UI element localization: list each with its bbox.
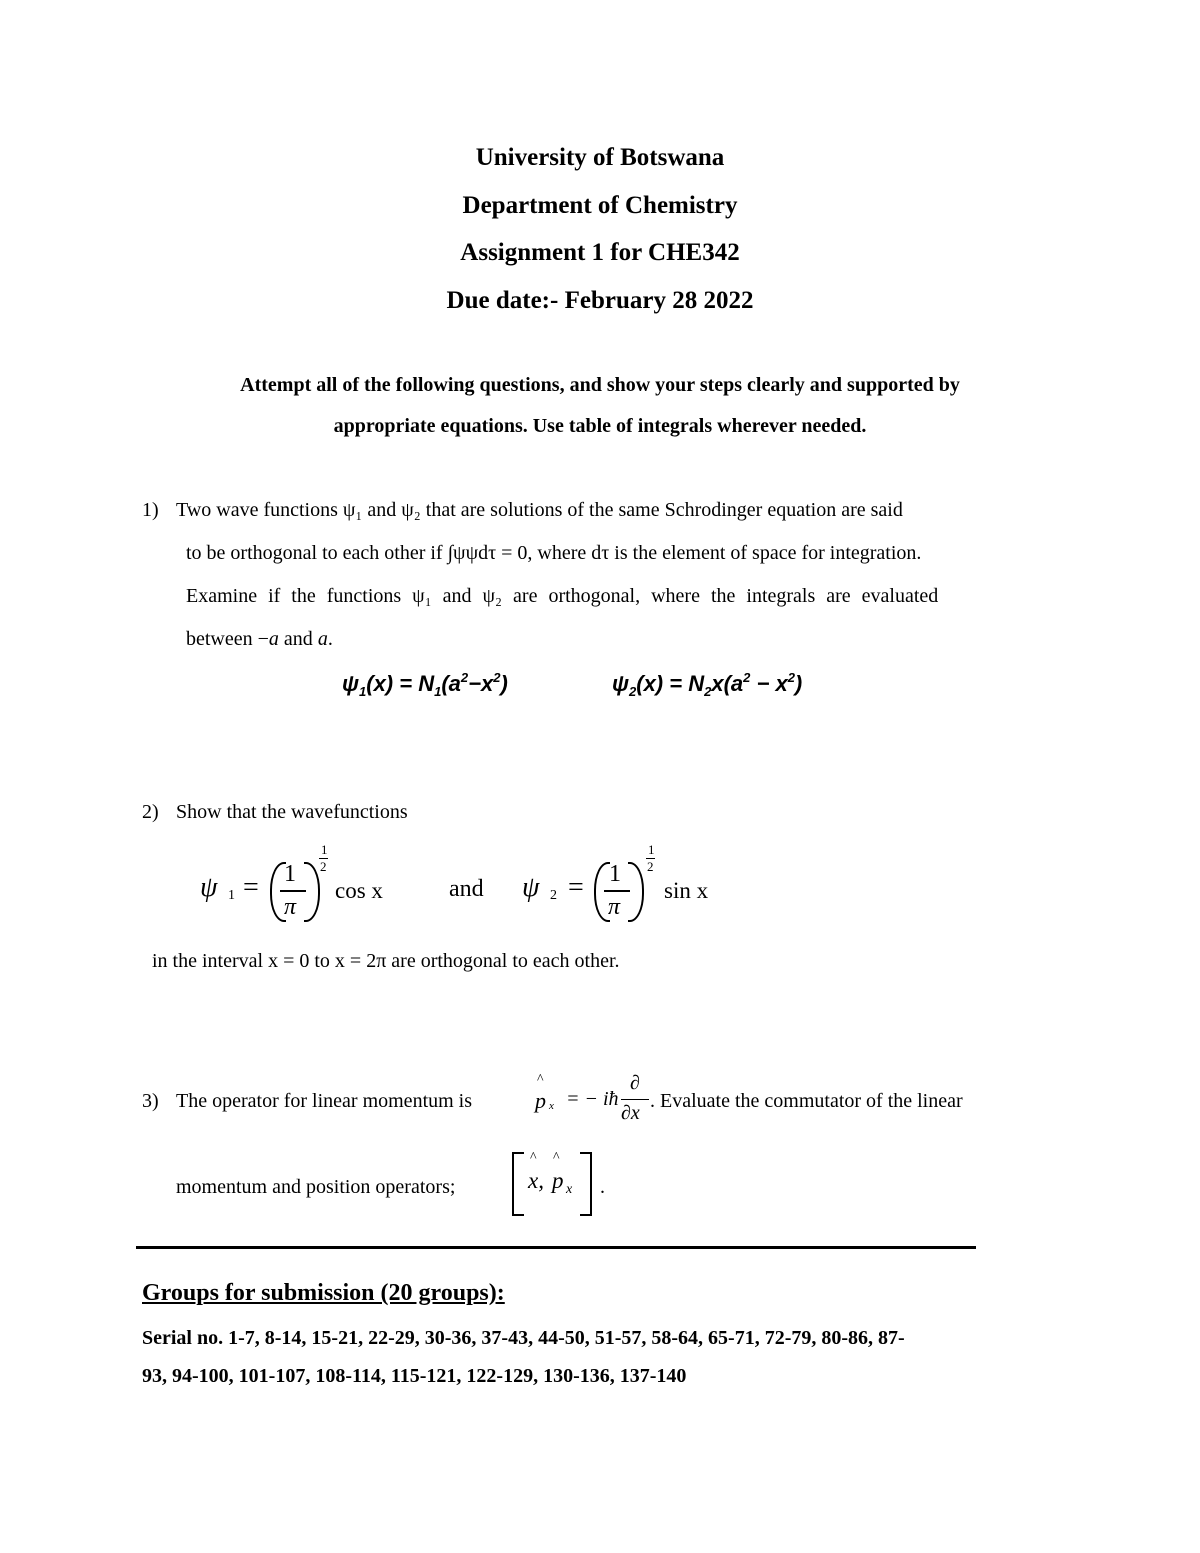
- frac-numerator: 1: [284, 861, 296, 887]
- frac-denominator: π: [284, 894, 297, 920]
- instructions-line-2: appropriate equations. Use table of integrals wherever needed.: [333, 415, 867, 437]
- right-paren: [628, 862, 644, 922]
- right-paren: [304, 862, 320, 922]
- period: .: [327, 628, 333, 650]
- question-1-number: 1): [142, 499, 159, 521]
- instructions-line-1: Attempt all of the following questions, and show your steps clearly and supported by: [240, 374, 960, 396]
- psi-symbol: ψ: [612, 671, 630, 696]
- exponent-numerator: 1: [648, 842, 655, 857]
- psi1-subscript: 1: [228, 888, 235, 903]
- psi2-subscript: 2: [550, 888, 557, 903]
- question-1-line-3: Examine if the functions ψ₁ and ψ₂ are orthogonal, where the integrals are evaluated: [186, 585, 939, 607]
- and-text: and: [278, 628, 318, 650]
- cos-term: cos x: [335, 878, 383, 903]
- exponent-numerator: 1: [321, 842, 328, 857]
- eq-text: (x) = N: [636, 671, 705, 696]
- eq-text: ): [500, 671, 508, 696]
- psi1-equals: =: [243, 872, 259, 903]
- assignment-title: Assignment 1 for CHE342: [460, 239, 740, 266]
- superscript: 2: [460, 670, 469, 685]
- psi2-equals: =: [568, 872, 584, 903]
- fraction-bar: [280, 890, 306, 892]
- question-2-line-2: in the interval x = 0 to x = 2π are orthogonal to each other.: [152, 950, 620, 972]
- frac-denominator: π: [608, 894, 621, 920]
- question-3-line-1-post: . Evaluate the commutator of the linear: [650, 1090, 963, 1112]
- question-2-number: 2): [142, 801, 159, 823]
- eq-text: x(a: [711, 671, 744, 696]
- psi2-symbol: ψ: [522, 872, 540, 903]
- eq-text: (x) = N: [366, 671, 435, 696]
- psi1-symbol: ψ: [200, 872, 218, 903]
- and-word: and: [449, 876, 484, 902]
- department-name: Department of Chemistry: [462, 192, 738, 219]
- partial-fraction-bar: [621, 1099, 649, 1100]
- x-hat-accent: ^: [530, 1150, 537, 1165]
- superscript: 2: [787, 670, 795, 685]
- p-hat-accent-2: ^: [553, 1150, 560, 1165]
- exponent-denominator: 2: [320, 859, 327, 874]
- between-text: between −: [186, 628, 269, 650]
- serial-line-1: Serial no. 1-7, 8-14, 15-21, 22-29, 30-36, 37-43, 44-50, 51-57, 58-64, 65-71, 72-79, 80-86, 87-: [142, 1327, 905, 1349]
- question-2-line-1: Show that the wavefunctions: [176, 801, 408, 823]
- subscript: 2: [629, 684, 637, 699]
- sin-term: sin x: [664, 878, 709, 903]
- subscript: 1: [434, 684, 442, 699]
- question-3-line-2-post: .: [600, 1176, 605, 1198]
- p-hat-accent: ^: [537, 1072, 544, 1087]
- equation-psi2: [612, 670, 802, 699]
- commutator-left-bracket: [512, 1152, 524, 1216]
- frac-numerator: 1: [609, 861, 621, 887]
- question-3-line-1-pre: The operator for linear momentum is: [176, 1090, 473, 1112]
- commutator-p-subscript: x: [566, 1182, 573, 1197]
- question-1-line-4: [186, 626, 333, 652]
- commutator-x: x,: [528, 1168, 544, 1193]
- university-name: University of Botswana: [475, 144, 725, 171]
- question-1-line-1: Two wave functions ψ₁ and ψ₂ that are solutions of the same Schrodinger equation are said: [176, 499, 903, 521]
- eq-text: (a: [441, 671, 461, 696]
- exponent-denominator: 2: [647, 859, 654, 874]
- operator-definition: = − iħ: [566, 1088, 619, 1110]
- groups-title: Groups for submission (20 groups):: [142, 1280, 505, 1306]
- commutator-right-bracket: [580, 1152, 592, 1216]
- superscript: 2: [493, 670, 501, 685]
- subscript: 2: [704, 684, 712, 699]
- partial-numerator: ∂: [630, 1072, 640, 1094]
- commutator-p: p: [552, 1168, 564, 1193]
- section-divider: [136, 1246, 976, 1249]
- psi-symbol: ψ: [342, 671, 360, 696]
- question-3-number: 3): [142, 1090, 159, 1112]
- partial-denominator: ∂x: [621, 1102, 640, 1124]
- eq-text: − x: [750, 671, 788, 696]
- question-3-line-2-pre: momentum and position operators;: [176, 1176, 456, 1198]
- lower-limit: a: [268, 628, 279, 650]
- due-date: Due date:- February 28 2022: [446, 287, 754, 314]
- momentum-operator-subscript: x: [549, 1100, 554, 1112]
- question-1-line-2: to be orthogonal to each other if ∫ψψdτ = 0, where dτ is the element of space for integration.: [186, 542, 922, 564]
- subscript: 1: [359, 684, 367, 699]
- equation-psi1: [342, 670, 508, 699]
- eq-text: ): [794, 671, 803, 696]
- upper-limit: a: [317, 628, 328, 650]
- fraction-bar: [604, 890, 630, 892]
- momentum-operator-p: p: [535, 1088, 546, 1113]
- serial-line-2: 93, 94-100, 101-107, 108-114, 115-121, 122-129, 130-136, 137-140: [142, 1365, 687, 1387]
- superscript: 2: [743, 670, 751, 685]
- eq-text: −x: [468, 671, 494, 696]
